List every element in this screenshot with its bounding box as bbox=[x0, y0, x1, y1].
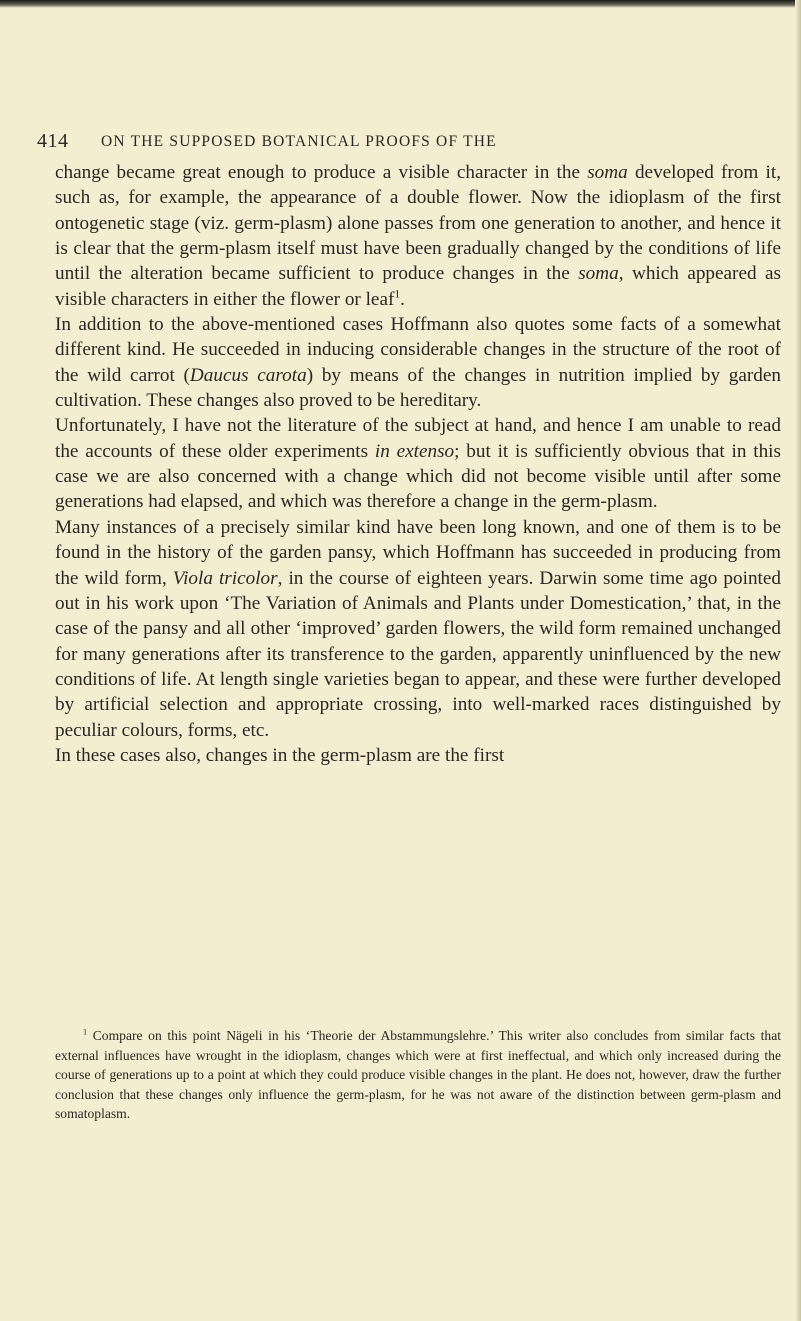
paragraph-3-italic-in-extenso: in extenso bbox=[374, 440, 455, 462]
paragraph-1-text-c: developed from it, such as, for example, the appearance of a double flower. Now the idioplasm of the first ontogenetic stage (viz. germ-plasm) alone passes from one generation to another, and hence it is clear that the germ-plasm itself must have been gradually changed by the conditions of life until the alteration became sufficient to produce changes in the bbox=[55, 162, 781, 285]
paragraph-3-text-c: ; but it is sufficiently obvious that in this case we are also concerned with a change which did not become visible until after some generations had elapsed, and which was therefore a change in the germ-plasm. bbox=[55, 440, 781, 513]
paragraph-5 bbox=[55, 743, 781, 768]
page-number: 414 bbox=[37, 130, 69, 152]
paragraph-2 bbox=[55, 312, 781, 413]
paragraph-2-text-c: ) by means of the changes in nutrition implied by garden cultivation. These changes also proved to be hereditary. bbox=[55, 364, 781, 412]
paragraph-4 bbox=[55, 515, 781, 743]
running-head: ON THE SUPPOSED BOTANICAL PROOFS OF THE bbox=[101, 133, 497, 150]
paragraph-2-text-a: In addition to the above-mentioned cases Hoffmann also quotes some facts of a somewhat different kind. He succeeded in inducing considerable changes in the structure of the root of the wild carrot ( bbox=[55, 314, 781, 386]
footnote-marker: 1 bbox=[83, 1027, 88, 1037]
paragraph-4-text-c: , in the course of eighteen years. Darwin some time ago pointed out in his work upon ‘The Variation of Animals and Plants under Domestication,’ that, in the case of the pansy and all other ‘improved’ garden flowers, the wild form remained unchanged for many generations after its transference to the garden, apparently uninfluenced by the new conditions of life. At length single varieties began to appear, and these were further developed by artificial selection and appropriate crossing, into well-marked races distinguished by peculiar colours, forms, etc. bbox=[55, 567, 781, 741]
paragraph-1-text-a: change became great enough to produce a visible character in the bbox=[55, 162, 588, 183]
paragraph-5-text-a: In these cases also, changes in the germ-plasm are the first bbox=[55, 744, 505, 766]
footnotes bbox=[55, 1026, 781, 1124]
paragraph-1-text-g: . bbox=[400, 288, 405, 310]
footnote-1 bbox=[55, 1026, 781, 1124]
paragraph-1-italic-soma-2: soma bbox=[578, 263, 619, 285]
page-top-edge bbox=[0, 0, 801, 8]
paragraph-3-text-a: Unfortunately, I have not the literature of the subject at hand, and hence I am unable to read the accounts of these older experiments bbox=[55, 415, 781, 462]
page-right-edge bbox=[795, 0, 801, 1321]
footnote-text: Compare on this point Nägeli in his ‘Theorie der Abstammungslehre.’ This writer also concludes from similar facts that external influences have wrought in the idioplasm, changes which were at first ineffectual, and which only increased during the course of generations up to a point at which they could produce visible changes in the plant. He does not, however, draw the further conclusion that these changes only influence the germ-plasm, for he was not aware of the distinction between germ-plasm and somatoplasm. bbox=[55, 1028, 781, 1122]
page-header bbox=[37, 130, 777, 156]
paragraph-1 bbox=[55, 160, 781, 312]
paragraph-4-text-a: Many instances of a precisely similar kind have been long known, and one of them is to be found in the history of the garden pansy, which Hoffmann has succeeded in producing from the wild form, bbox=[55, 516, 781, 589]
paragraph-4-italic-viola: Viola tricolor bbox=[172, 567, 278, 589]
paragraph-1-text-e: , which appeared as visible characters in either the flower or leaf bbox=[55, 263, 781, 310]
paragraph-3 bbox=[55, 413, 781, 514]
footnote-reference[interactable]: 1 bbox=[394, 288, 401, 301]
body-text bbox=[55, 160, 781, 768]
paragraph-2-italic-daucus: Daucus carota bbox=[189, 364, 307, 386]
paragraph-1-italic-soma: soma bbox=[587, 162, 628, 183]
